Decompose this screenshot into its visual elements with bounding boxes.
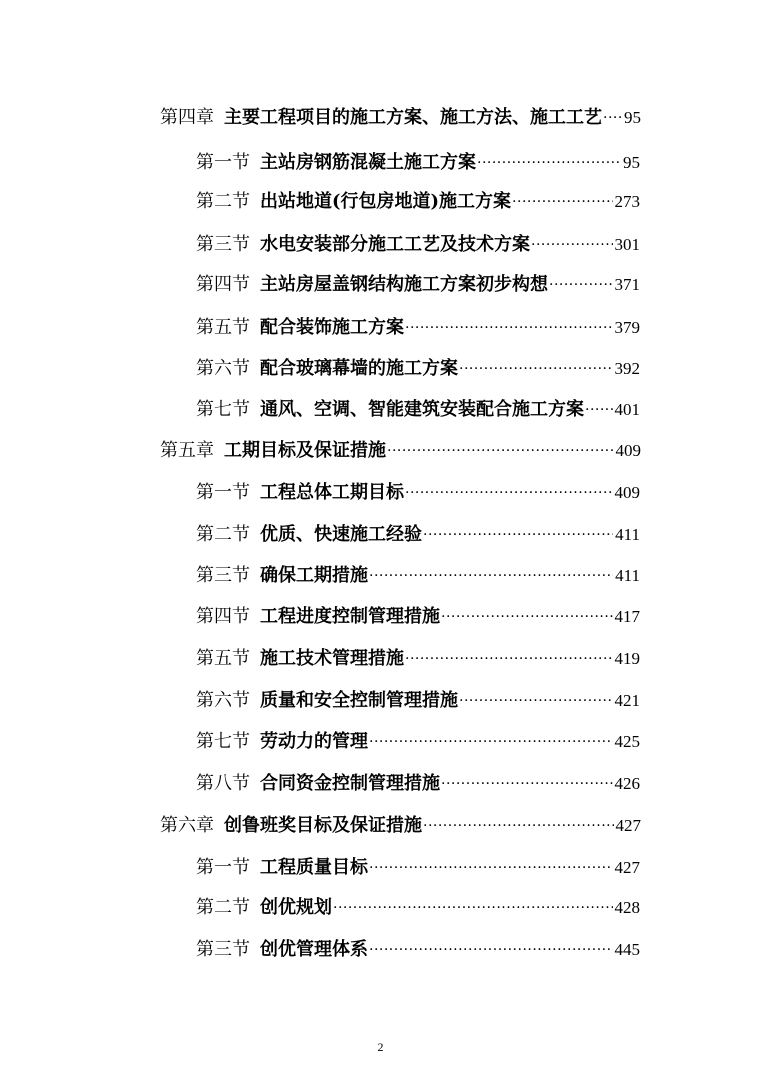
toc-label: 第五节 <box>196 648 250 669</box>
dot-leader <box>602 93 622 123</box>
toc-title: 主站房钢筋混凝土施工方案 <box>260 152 476 173</box>
toc-label: 第一节 <box>196 152 250 173</box>
toc-chapter-entry <box>160 801 641 836</box>
toc-label: 第一节 <box>196 857 250 878</box>
toc-page-number: 411 <box>615 525 640 544</box>
dot-leader <box>368 717 613 747</box>
toc-page-number: 371 <box>614 275 640 294</box>
toc-page-number: 401 <box>614 400 640 419</box>
dot-leader <box>548 260 613 290</box>
toc-section-entry <box>196 177 640 212</box>
toc-section-entry <box>196 883 640 918</box>
dot-leader <box>368 925 613 955</box>
toc-page-number: 427 <box>615 816 641 835</box>
toc-title: 创鲁班奖目标及保证措施 <box>224 815 422 836</box>
dot-leader <box>368 843 613 873</box>
toc-title: 配合装饰施工方案 <box>260 317 404 338</box>
toc-page-number: 426 <box>614 774 640 793</box>
toc-page-number: 411 <box>615 566 640 585</box>
toc-section-entry <box>196 385 640 420</box>
toc-section-entry <box>196 220 640 255</box>
toc-page-number: 409 <box>615 441 641 460</box>
dot-leader <box>386 426 614 456</box>
dot-leader <box>404 468 613 498</box>
dot-leader <box>440 759 613 789</box>
toc-section-entry <box>196 676 640 711</box>
toc-title: 创优规划 <box>260 897 332 918</box>
toc-title: 合同资金控制管理措施 <box>260 773 440 794</box>
toc-label: 第二节 <box>196 524 250 545</box>
toc-title: 通风、空调、智能建筑安装配合施工方案 <box>260 399 584 420</box>
dot-leader <box>440 592 613 622</box>
toc-title: 工程总体工期目标 <box>260 482 404 503</box>
toc-chapter-entry <box>160 93 641 128</box>
toc-title: 主要工程项目的施工方案、施工方法、施工工艺 <box>224 107 602 128</box>
toc-label: 第七节 <box>196 731 250 752</box>
toc-label: 第六节 <box>196 358 250 379</box>
toc-page-number: 95 <box>623 153 640 172</box>
toc-label: 第八节 <box>196 773 250 794</box>
toc-label: 第三节 <box>196 939 250 960</box>
toc-page-number: 273 <box>614 192 640 211</box>
toc-title: 施工技术管理措施 <box>260 648 404 669</box>
toc-section-entry <box>196 843 640 878</box>
toc-title: 水电安装部分施工工艺及技术方案 <box>260 234 530 255</box>
toc-title: 工期目标及保证措施 <box>224 440 386 461</box>
toc-label: 第六章 <box>160 815 214 836</box>
toc-page-number: 417 <box>614 607 640 626</box>
toc-title: 优质、快速施工经验 <box>260 524 422 545</box>
toc-label: 第三节 <box>196 565 250 586</box>
toc-page-number: 379 <box>614 318 640 337</box>
toc-label: 第七节 <box>196 399 250 420</box>
dot-leader <box>511 177 612 207</box>
toc-page-number: 427 <box>614 858 640 877</box>
toc-page-number: 301 <box>614 235 640 254</box>
toc-title: 工程进度控制管理措施 <box>260 606 440 627</box>
toc-page-number: 445 <box>614 940 640 959</box>
toc-section-entry <box>196 759 640 794</box>
dot-leader <box>422 510 613 540</box>
page-footer-number: 2 <box>377 1040 384 1054</box>
toc-title: 出站地道(行包房地道)施工方案 <box>260 191 512 212</box>
toc-label: 第二节 <box>196 897 250 918</box>
dot-leader <box>404 303 613 333</box>
toc-section-entry <box>196 344 640 379</box>
dot-leader <box>458 676 613 706</box>
dot-leader <box>584 385 613 415</box>
toc-section-entry <box>196 551 640 586</box>
toc-section-entry <box>196 303 640 338</box>
toc-section-entry <box>196 925 640 960</box>
toc-label: 第五节 <box>196 317 250 338</box>
toc-label: 第四节 <box>196 606 250 627</box>
toc-title: 创优管理体系 <box>260 939 368 960</box>
dot-leader <box>422 801 614 831</box>
toc-section-entry <box>196 510 640 545</box>
toc-label: 第一节 <box>196 482 250 503</box>
toc-label: 第四节 <box>196 274 250 295</box>
toc-label: 第五章 <box>160 440 214 461</box>
toc-page-number: 95 <box>624 108 641 127</box>
toc-title: 配合玻璃幕墙的施工方案 <box>260 358 458 379</box>
toc-label: 第三节 <box>196 234 250 255</box>
toc-title: 主站房屋盖钢结构施工方案初步构想 <box>260 274 548 295</box>
dot-leader <box>530 220 613 250</box>
toc-title: 质量和安全控制管理措施 <box>260 690 458 711</box>
dot-leader <box>476 138 621 168</box>
toc-label: 第二节 <box>196 191 250 212</box>
dot-leader <box>368 551 613 581</box>
toc-title: 劳动力的管理 <box>260 731 368 752</box>
dot-leader <box>404 634 613 664</box>
dot-leader <box>332 883 613 913</box>
toc-page-number: 421 <box>614 691 640 710</box>
toc-page-number: 428 <box>614 898 640 917</box>
toc-section-entry <box>196 592 640 627</box>
toc-page-number: 419 <box>614 649 640 668</box>
toc-section-entry <box>196 468 640 503</box>
toc-section-entry <box>196 138 640 173</box>
toc-chapter-entry <box>160 426 641 461</box>
dot-leader <box>458 344 613 374</box>
toc-title: 确保工期措施 <box>260 565 368 586</box>
toc-page-number: 392 <box>614 359 640 378</box>
toc-section-entry <box>196 634 640 669</box>
toc-label: 第四章 <box>160 107 214 128</box>
toc-section-entry <box>196 260 640 295</box>
toc-page-number: 409 <box>614 483 640 502</box>
toc-label: 第六节 <box>196 690 250 711</box>
toc-title: 工程质量目标 <box>260 857 368 878</box>
toc-section-entry <box>196 717 640 752</box>
toc-page-number: 425 <box>614 732 640 751</box>
